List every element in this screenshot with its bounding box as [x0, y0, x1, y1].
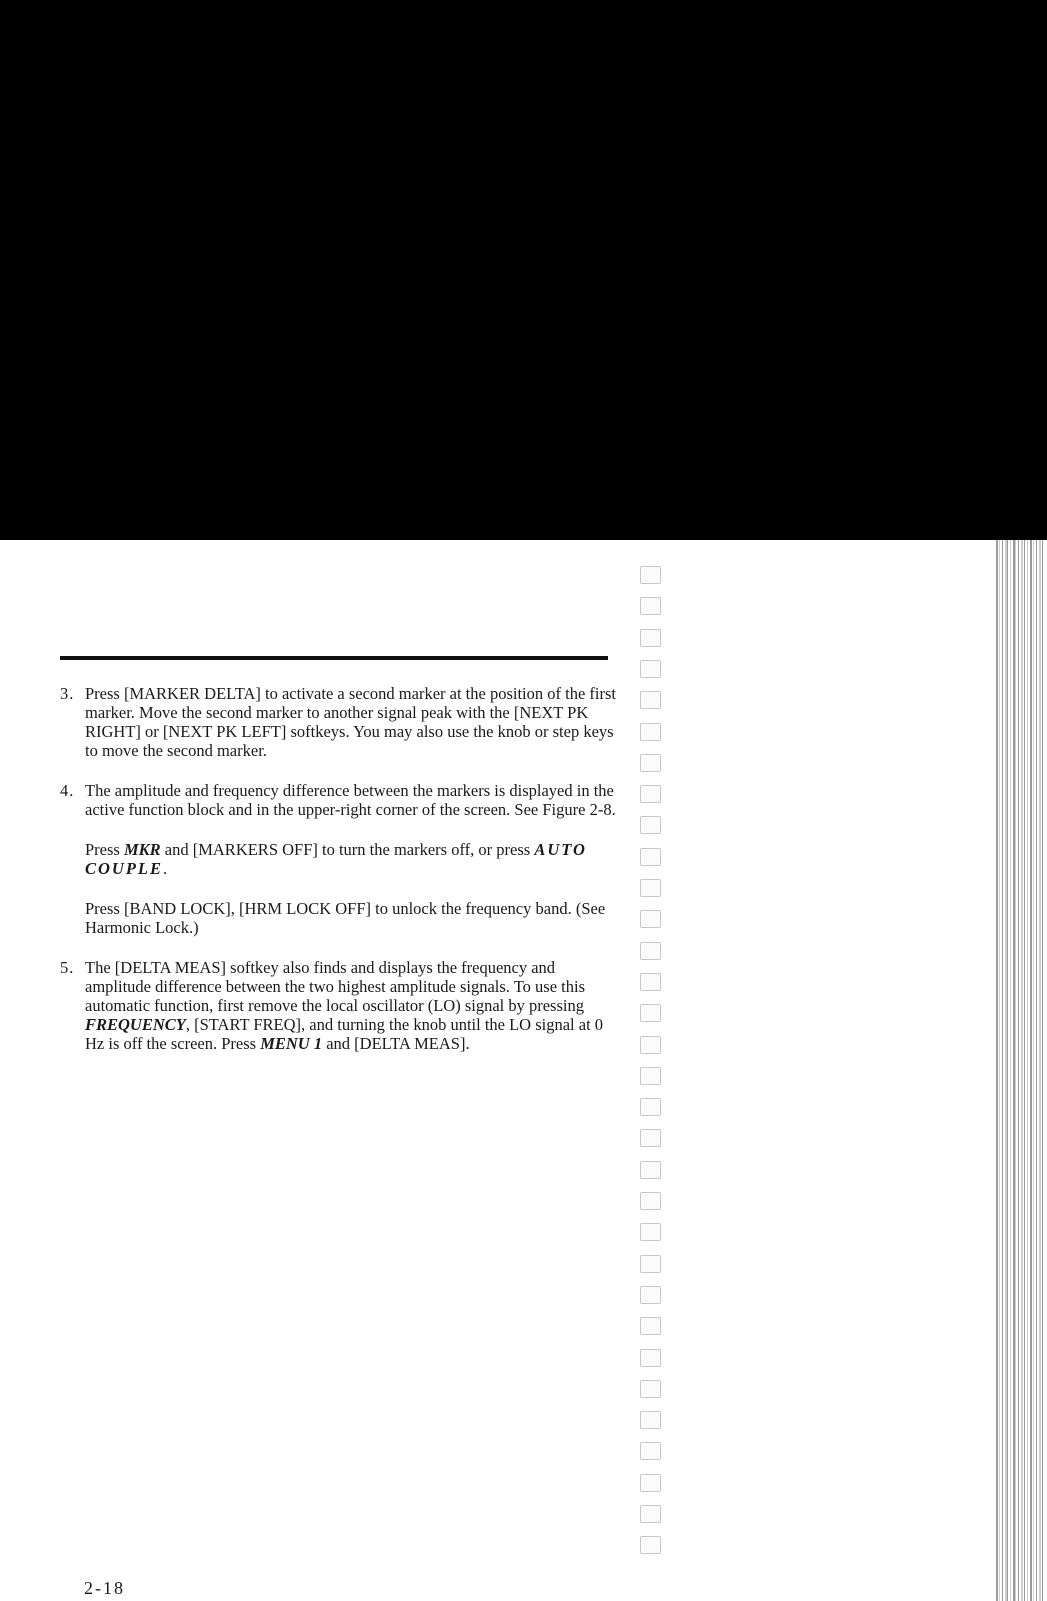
binding-hole — [640, 848, 661, 866]
page-edge-line — [1015, 540, 1016, 1601]
page-edge-line — [999, 540, 1000, 1601]
page-edge-line — [1018, 540, 1019, 1601]
step-number: 4. — [60, 781, 75, 800]
page-edge-line — [1036, 540, 1037, 1601]
binding-hole — [640, 879, 661, 897]
binding-hole — [640, 1536, 661, 1554]
page-edge-line — [1042, 540, 1043, 1601]
binding-hole — [640, 597, 661, 615]
section-rule — [60, 656, 608, 660]
key-mkr: MKR — [123, 840, 161, 859]
step-5 — [60, 958, 620, 1053]
binding-hole — [640, 1098, 661, 1116]
step-number: 3. — [60, 684, 75, 703]
binding-hole — [640, 785, 661, 803]
binding-hole — [640, 1004, 661, 1022]
key-menu-1: MENU 1 — [260, 1034, 323, 1053]
binding-hole — [640, 1223, 661, 1241]
binding-hole — [640, 1192, 661, 1210]
page-edge-line — [1039, 540, 1041, 1601]
step-text: The [DELTA MEAS] softkey also finds and displays the frequency and amplitude difference between the two highest amplitude signals. To use this automatic function, first remove the local oscillator (LO) signal by pressing FREQUENCY, [START FREQ], and turning the knob until the LO signal at 0 Hz is off the screen. Press MENU 1 and [DELTA MEAS]. — [85, 958, 604, 1053]
binding-hole — [640, 942, 661, 960]
binding-hole — [640, 1411, 661, 1429]
step-text: The amplitude and frequency difference between the markers is displayed in the active function block and in the upper-right corner of the screen. See Figure 2-8. — [85, 781, 616, 819]
scan-black-band — [0, 0, 1047, 540]
binding-hole — [640, 691, 661, 709]
binding-hole — [640, 754, 661, 772]
binding-hole — [640, 1161, 661, 1179]
step-note-markers-off: Press MKR and [MARKERS OFF] to turn the markers off, or press AUTO COUPLE. — [85, 840, 587, 878]
page-edge-line — [1027, 540, 1028, 1601]
binding-hole — [640, 1255, 661, 1273]
page-edge-line — [996, 540, 998, 1601]
page-edge-line — [1024, 540, 1025, 1601]
step-note-band-lock: Press [BAND LOCK], [HRM LOCK OFF] to unlock the frequency band. (See Harmonic Lock.) — [85, 899, 606, 937]
binding-hole — [640, 660, 661, 678]
step-number: 5. — [60, 958, 75, 977]
page-edge-line — [1033, 540, 1034, 1601]
binding-hole — [640, 1286, 661, 1304]
page-edge-line — [1002, 540, 1003, 1601]
binding-hole — [640, 1036, 661, 1054]
binding-hole — [640, 1067, 661, 1085]
step-text: Press [MARKER DELTA] to activate a second marker at the position of the first marker. Move the second marker to another signal peak with the [NEXT PK RIGHT] or [NEXT PK LEFT] softkeys. You may also use the knob or step keys to move the second marker. — [85, 684, 616, 760]
step-4 — [60, 781, 620, 937]
binding-hole — [640, 910, 661, 928]
page-edge-line — [1007, 540, 1008, 1601]
page-number: 2-18 — [84, 1578, 125, 1598]
binding-hole — [640, 1380, 661, 1398]
binding-hole — [640, 1505, 661, 1523]
binding-hole — [640, 816, 661, 834]
key-frequency: FREQUENCY — [85, 1015, 186, 1034]
page-edge-line — [1021, 540, 1023, 1601]
key-auto-couple: AUTO COUPLE — [85, 840, 587, 878]
binding-hole — [640, 629, 661, 647]
step-3 — [60, 684, 620, 760]
binding-hole — [640, 1129, 661, 1147]
binding-hole — [640, 566, 661, 584]
binding-hole — [640, 1317, 661, 1335]
page-edge-line — [1030, 540, 1032, 1601]
binding-hole — [640, 1442, 661, 1460]
binding-hole — [640, 723, 661, 741]
binding-hole — [640, 973, 661, 991]
page-edge-line — [1010, 540, 1011, 1601]
binding-hole — [640, 1474, 661, 1492]
binding-hole — [640, 1349, 661, 1367]
procedure-steps — [60, 684, 620, 1074]
